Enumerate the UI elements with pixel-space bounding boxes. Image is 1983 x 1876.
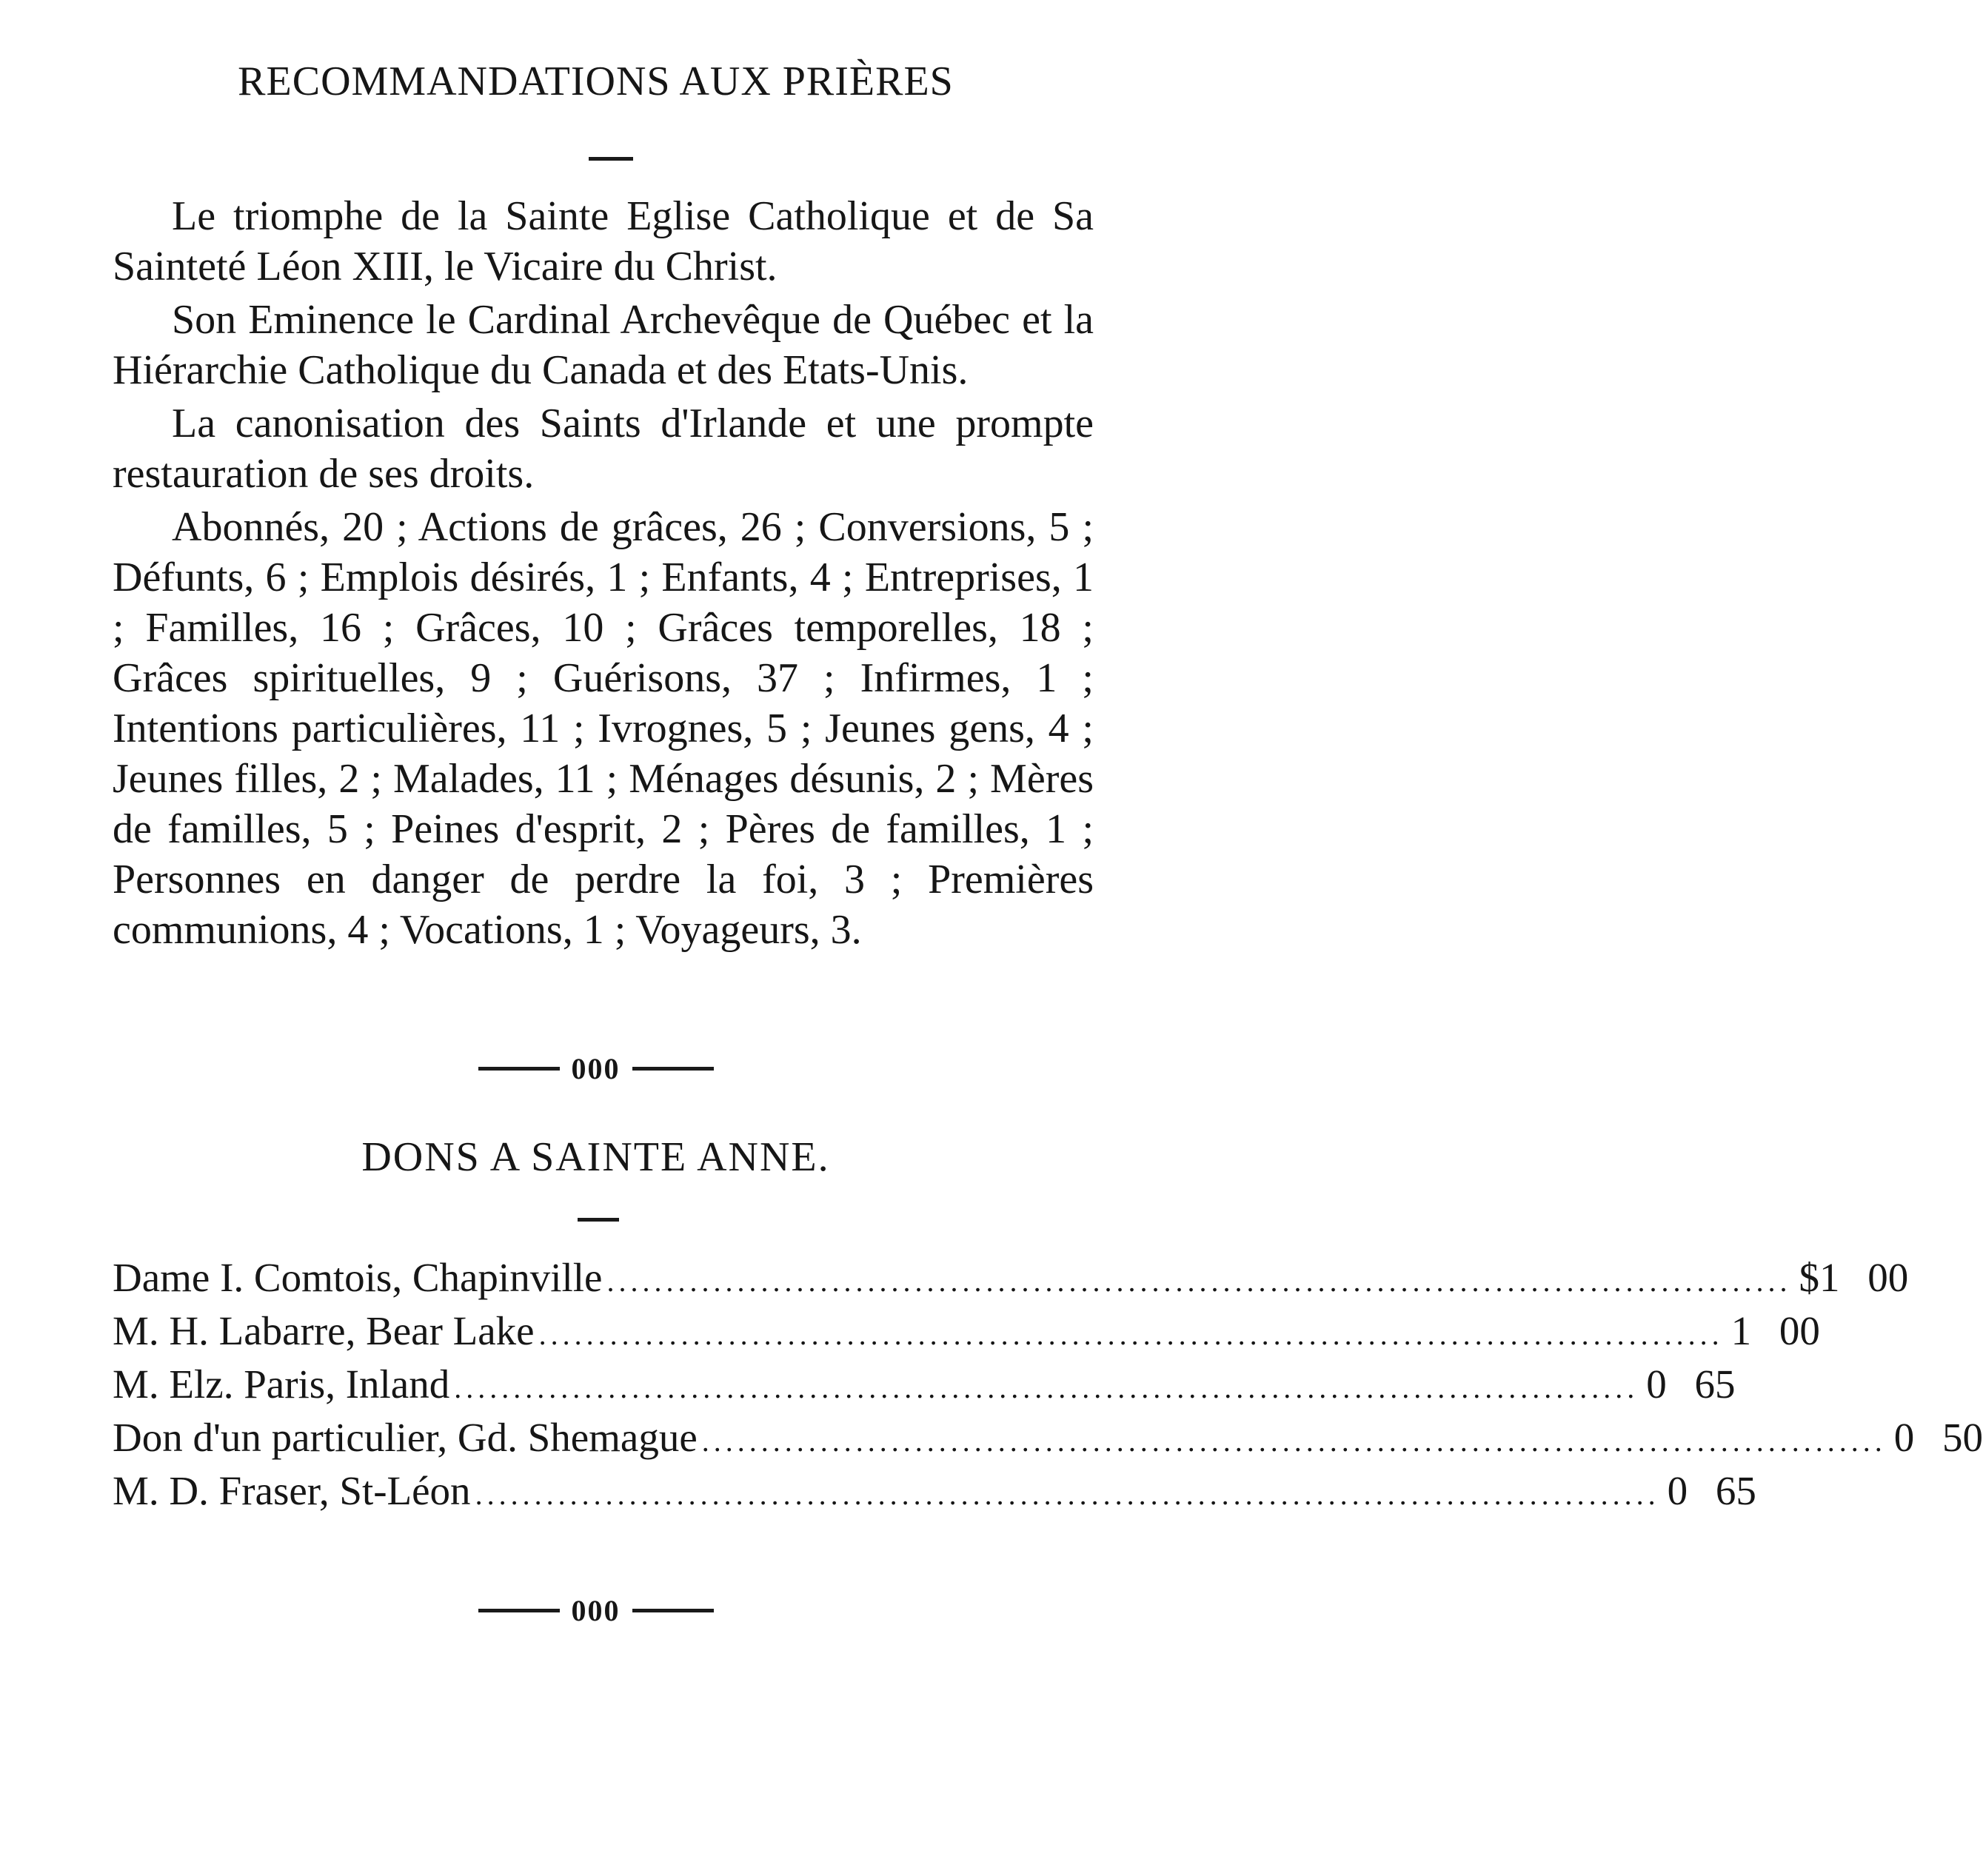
- donation-amount: 0 50: [1893, 1415, 1983, 1460]
- donation-amount: 1 00: [1730, 1308, 1820, 1353]
- don-row: [113, 1251, 1909, 1304]
- donor-name: Dame I. Comtois, Chapinville: [113, 1255, 603, 1300]
- separator-dash-right: [632, 1609, 714, 1612]
- section-separator: [0, 1051, 1191, 1084]
- donation-amount: $1 00: [1799, 1255, 1909, 1300]
- separator-dash-left: [478, 1609, 560, 1612]
- donor-name: M. D. Fraser, St-Léon: [113, 1468, 471, 1513]
- dot-leader: ....................................................................................................: [701, 1424, 1887, 1458]
- don-row: [113, 1411, 1983, 1464]
- paragraph-eminence: Son Eminence le Cardinal Archevêque de Québec et la Hiérarchie Catholique du Canada et des Etats-Unis.: [113, 297, 1094, 393]
- dot-leader: ....................................................................................................: [454, 1371, 1639, 1404]
- dot-leader: ....................................................................................................: [538, 1318, 1724, 1351]
- paragraph-intentions-list: Abonnés, 20 ; Actions de grâces, 26 ; Conversions, 5 ; Défunts, 6 ; Emplois désirés, 1 ; Enfants, 4 ; Entreprises, 1 ; Familles, 16 ; Grâces, 10 ; Grâces temporelles, 18 ; Grâces spirituelles, 9 ; Guérisons, 37 ; Infirmes, 1 ; Intentions particulières, 11 ; Ivrognes, 5 ; Jeunes gens, 4 ; Jeunes filles, 2 ; Malades, 11 ; Ménages désunis, 2 ; Mères de familles, 5 ; Peines d'esprit, 2 ; Pères de familles, 1 ; Personnes en danger de perdre la foi, 3 ; Premières communions, 4 ; Vocations, 1 ; Voyageurs, 3.: [113, 504, 1094, 953]
- don-row: [113, 1304, 1820, 1358]
- title-underline-rule: [589, 157, 633, 161]
- dons-list: [113, 1251, 1983, 1518]
- donor-name: M. H. Labarre, Bear Lake: [113, 1308, 535, 1353]
- donor-name: M. Elz. Paris, Inland: [113, 1361, 450, 1407]
- dons-title-underline-rule: [578, 1218, 619, 1222]
- donation-amount: 0 65: [1646, 1361, 1736, 1407]
- separator-dash-right: [632, 1067, 714, 1071]
- don-row: [113, 1464, 1756, 1518]
- section-title-dons: DONS A SAINTE ANNE.: [361, 1134, 830, 1180]
- separator-dash-left: [478, 1067, 560, 1071]
- dot-leader: ....................................................................................................: [606, 1264, 1792, 1298]
- paragraph-triomphe: Le triomphe de la Sainte Eglise Catholique et de Sa Sainteté Léon XIII, le Vicaire du Christ.: [113, 193, 1094, 289]
- donor-name: Don d'un particulier, Gd. Shemague: [113, 1415, 698, 1460]
- separator-text: 000: [571, 1593, 621, 1627]
- separator-text: 000: [571, 1051, 621, 1085]
- donation-amount: 0 65: [1667, 1468, 1756, 1513]
- section-title-recommandations: RECOMMANDATIONS AUX PRIÈRES: [238, 58, 954, 104]
- dot-leader: ....................................................................................................: [475, 1478, 1660, 1511]
- closing-separator: [0, 1593, 1191, 1626]
- paragraph-canonisation: La canonisation des Saints d'Irlande et une prompte restauration de ses droits.: [113, 401, 1094, 497]
- don-row: [113, 1358, 1736, 1411]
